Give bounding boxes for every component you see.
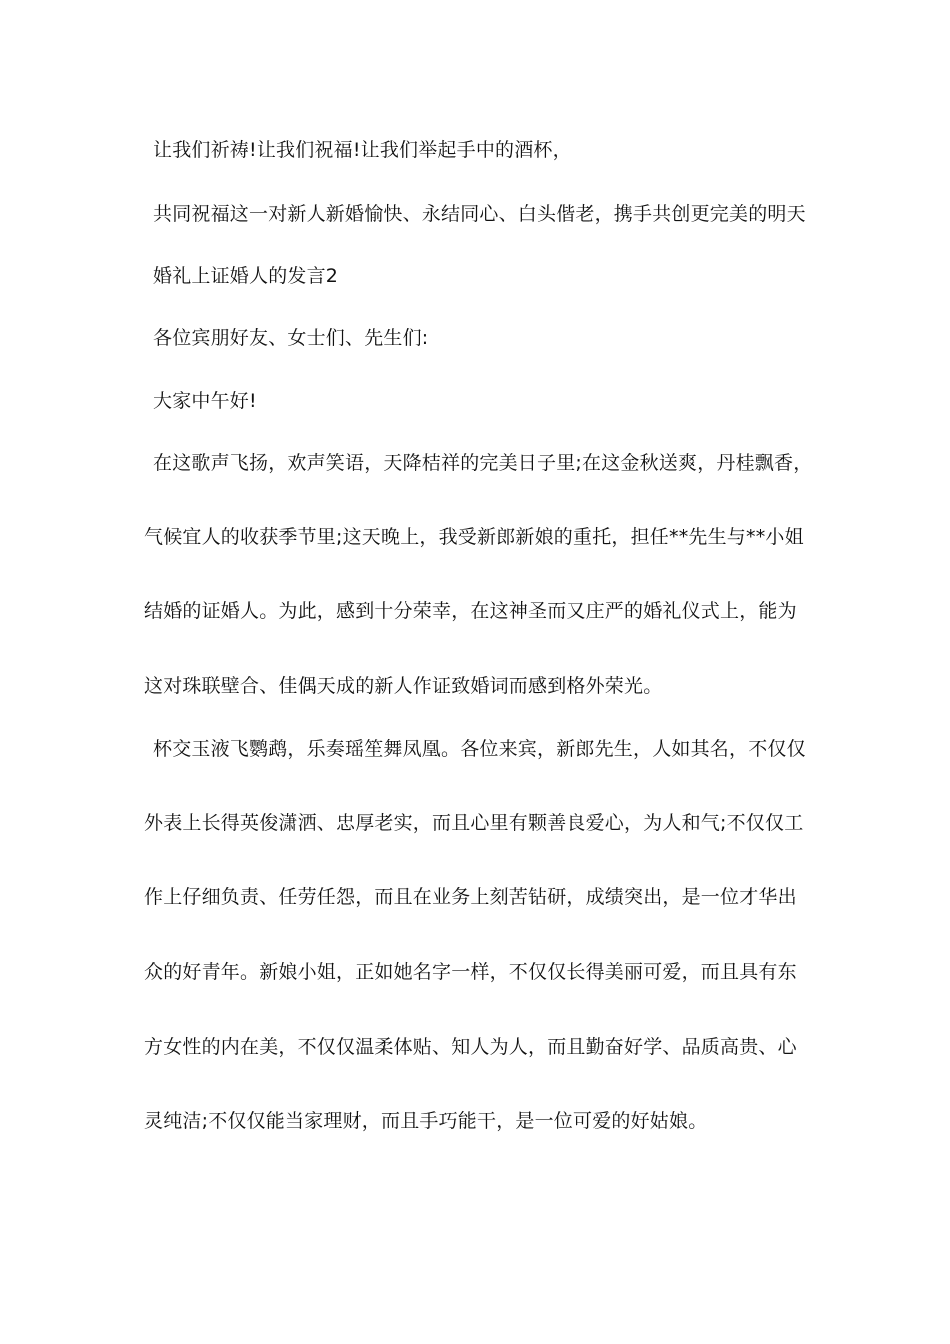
text-line: 在这歌声飞扬，欢声笑语，天降桔祥的完美日子里;在这金秋送爽，丹桂飘香， bbox=[153, 452, 813, 474]
text-line: 这对珠联壁合、佳偶天成的新人作证致婚词而感到格外荣光。 bbox=[144, 675, 663, 697]
text-line: 共同祝福这一对新人新婚愉快、永结同心、白头偕老，携手共创更完美的明天 bbox=[153, 203, 806, 225]
text-line: 气候宜人的收获季节里;这天晚上，我受新郎新娘的重托，担任**先生与**小姐 bbox=[144, 526, 804, 548]
text-line: 方女性的内在美，不仅仅温柔体贴、知人为人，而且勤奋好学、品质高贵、心 bbox=[144, 1036, 797, 1058]
text-line: 外表上长得英俊潇洒、忠厚老实，而且心里有颗善良爱心，为人和气;不仅仅工 bbox=[144, 812, 804, 834]
text-line: 众的好青年。新娘小姐，正如她名字一样，不仅仅长得美丽可爱，而且具有东 bbox=[144, 961, 797, 983]
text-line: 灵纯洁;不仅仅能当家理财，而且手巧能干，是一位可爱的好姑娘。 bbox=[144, 1110, 708, 1132]
text-line: 让我们祈祷!让我们祝福!让我们举起手中的酒杯， bbox=[153, 139, 572, 161]
greeting: 大家中午好! bbox=[153, 390, 257, 412]
text-line: 结婚的证婚人。为此，感到十分荣幸，在这神圣而又庄严的婚礼仪式上，能为 bbox=[144, 600, 797, 622]
text-line: 作上仔细负责、任劳任怨，而且在业务上刻苦钻研，成绩突出，是一位才华出 bbox=[144, 886, 797, 908]
text-line: 杯交玉液飞鹦鹉，乐奏瑶笙舞凤凰。各位来宾，新郎先生，人如其名，不仅仅 bbox=[153, 738, 806, 760]
salutation: 各位宾朋好友、女士们、先生们: bbox=[153, 327, 429, 349]
section-heading: 婚礼上证婚人的发言2 bbox=[153, 265, 339, 287]
